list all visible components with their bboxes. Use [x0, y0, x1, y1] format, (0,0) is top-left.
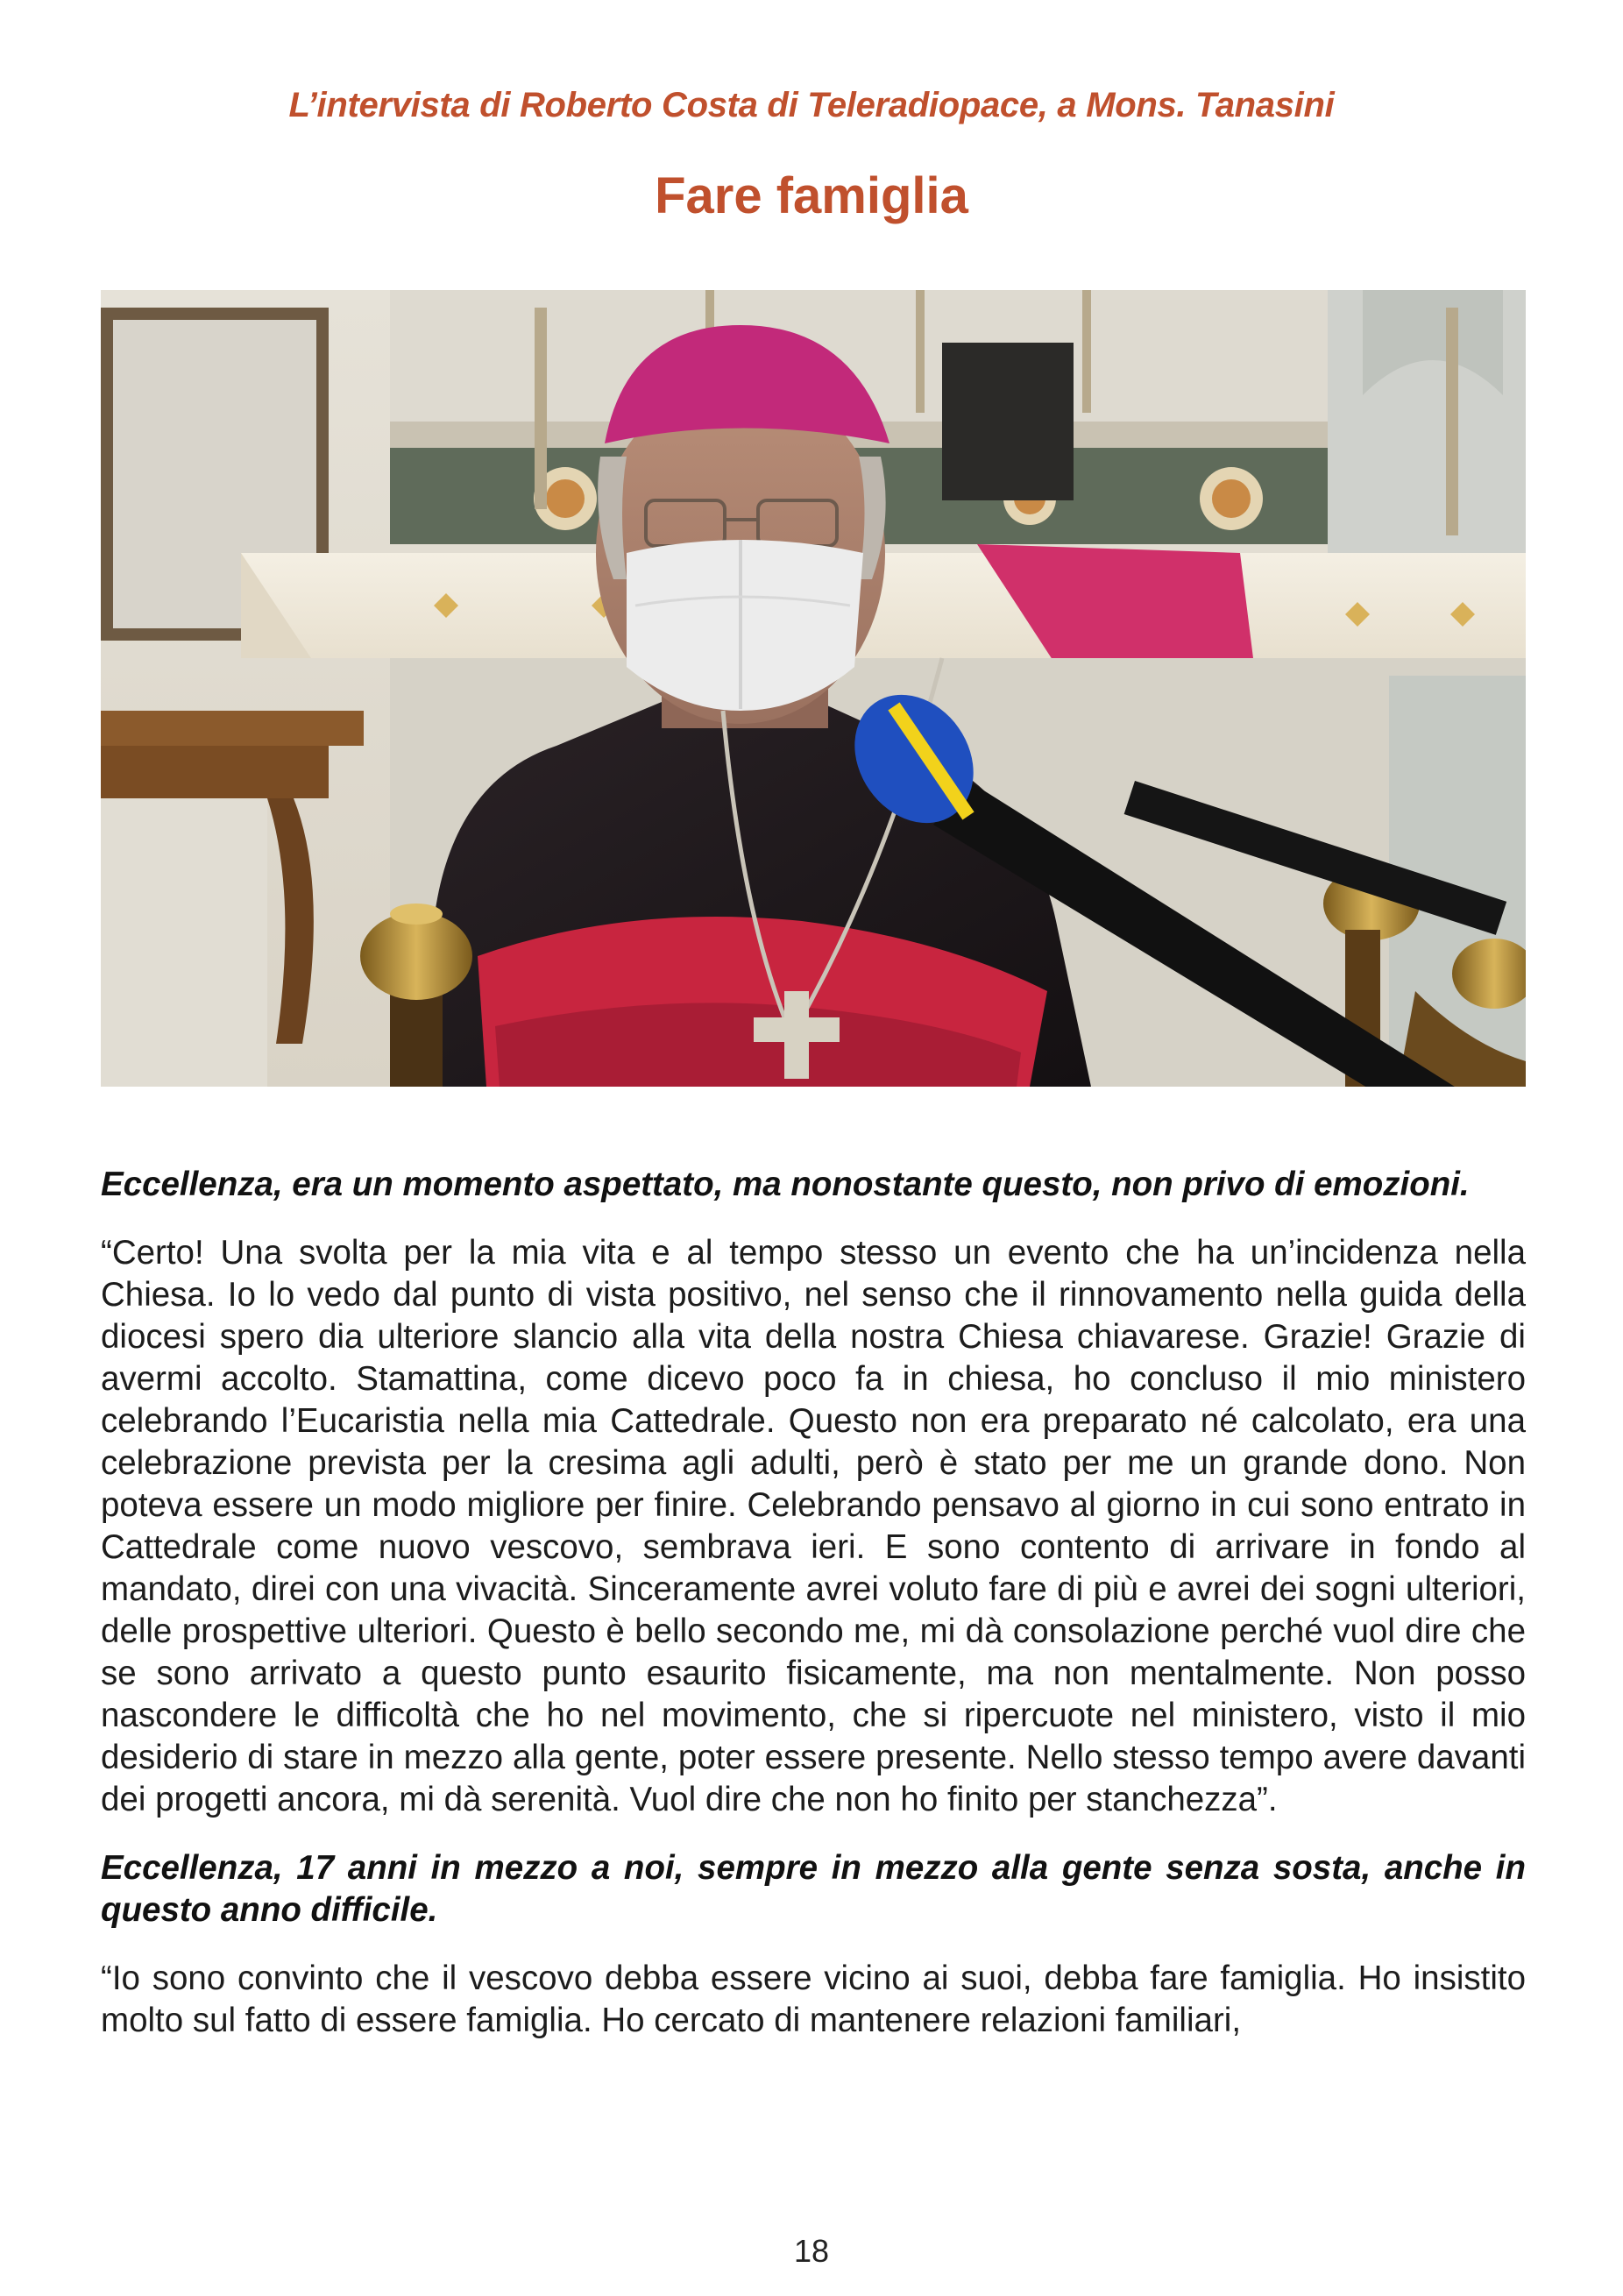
page-number: 18 [793, 2233, 830, 2269]
interview-question: Eccellenza, 17 anni in mezzo a noi, sempre in mezzo alla gente senza sosta, anche in questo anno difficile. [101, 1849, 1526, 1929]
article-photo [101, 290, 1526, 1087]
article-title: Fare famiglia [655, 167, 968, 224]
article-kicker: L’intervista di Roberto Costa di Teleradiopace, a Mons. Tanasini [288, 86, 1335, 124]
interview-answer: “Io sono convinto che il vescovo debba essere vicino ai suoi, debba fare famiglia. Ho insistito molto sul fatto di essere famiglia. Ho cercato di mantenere relazioni familiari, [101, 1959, 1526, 2039]
interview-question: Eccellenza, era un momento aspettato, ma nonostante questo, non privo di emozioni. [101, 1166, 1470, 1203]
interview-answer: “Certo! Una svolta per la mia vita e al tempo stesso un evento che ha un’incidenza nella Chiesa. Io lo vedo dal punto di vista positivo, nel senso che il rinnovamento nella guida della diocesi spero dia ulteriore slancio alla vita della nostra Chiesa chiavarese. Grazie! Grazie di avermi accolto. Stamattina, come dicevo poco fa in chiesa, ho concluso il mio ministero celebrando l’Eucaristia nella mia Cattedrale. Questo non era preparato né calcolato, era una celebrazione prevista per la cresima agli adulti, però è stato per me un grande dono. Non poteva essere un modo migliore per finire. Celebrando pensavo al giorno in cui sono entrato in Cattedrale come nuovo vescovo, sembrava ieri. E sono contento di arrivare in fondo al mandato, direi con una vivacità. Sinceramente avrei voluto fare di più e avrei dei sogni ulteriori, delle prospettive ulteriori. Questo è bello secondo me, mi dà consolazione perché vuol dire che se sono arrivato a questo punto esaurito fisicamente, ma non mentalmente. Non posso nascondere le difficoltà che ho nel movimento, che si ripercuote nel ministero, visto il mio desiderio di stare in mezzo alla gente, poter essere presente. Nello stesso tempo avere davanti dei progetti ancora, mi dà serenità. Vuol dire che non ho finito per stanchezza”. [101, 1234, 1526, 1818]
article-body [101, 1164, 1526, 2068]
